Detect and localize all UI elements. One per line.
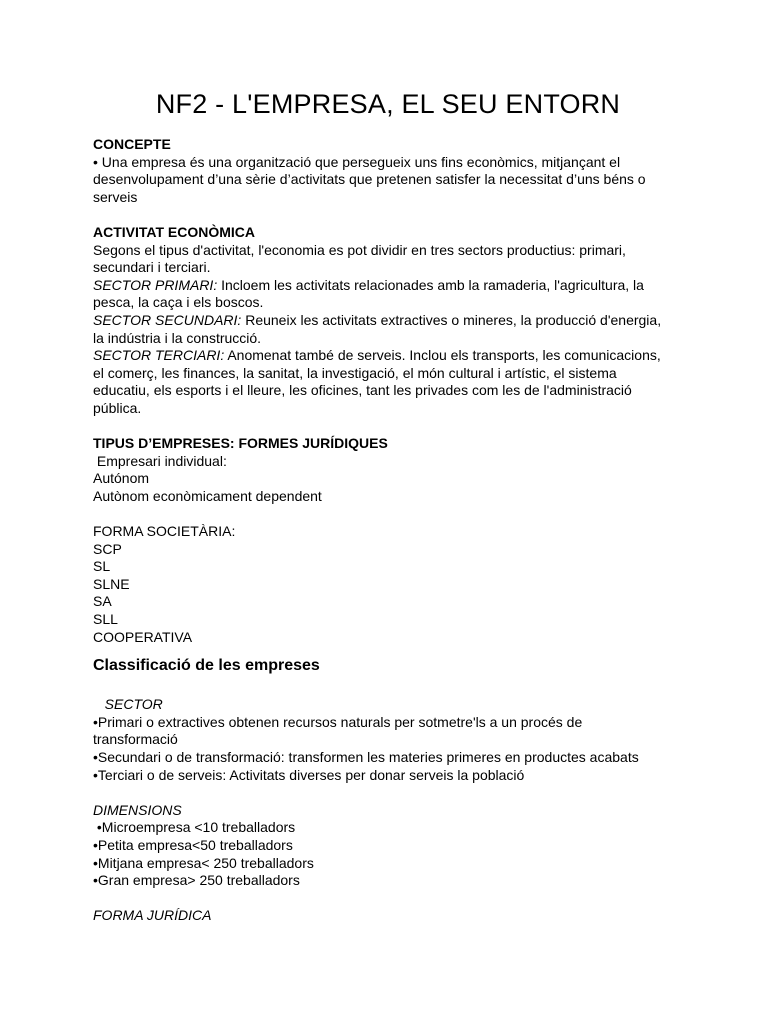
societaria-item: SCP xyxy=(93,540,122,557)
section-tipus xyxy=(93,435,683,646)
dimensions-item: •Gran empresa> 250 treballadors xyxy=(93,872,300,889)
societaria-item: SLL xyxy=(93,611,118,628)
dimensions-label: DIMENSIONS xyxy=(93,801,182,818)
sector-secundari xyxy=(93,312,683,330)
sector-primari-text: pesca, la caça i els boscos. xyxy=(93,294,264,311)
sector-terciari xyxy=(93,347,683,365)
sector-secundari-text: la indústria i la construcció. xyxy=(93,329,262,346)
tipus-heading: TIPUS D’EMPRESES: FORMES JURÍDIQUES xyxy=(93,435,388,452)
societaria-item: SL xyxy=(93,558,111,575)
individual-item: Empresari individual: xyxy=(93,452,227,469)
section-classificacio xyxy=(93,656,683,925)
sector-item: transformació xyxy=(93,731,178,748)
forma-juridica-label: FORMA JURÍDICA xyxy=(93,907,212,924)
dimensions-item: •Petita empresa<50 treballadors xyxy=(93,836,293,853)
activitat-intro: Segons el tipus d'activitat, l'economia es pot dividir en tres sectors productius: primari, xyxy=(93,241,626,258)
dimensions-item: •Mitjana empresa< 250 treballadors xyxy=(93,854,314,871)
sector-primari-text: Incloem les activitats relacionades amb la ramaderia, l'agricultura, la xyxy=(217,276,644,293)
societaria-label: FORMA SOCIETÀRIA: xyxy=(93,523,236,540)
sector-secundari-label: SECTOR SECUNDARI: xyxy=(93,311,242,328)
concepte-line: serveis xyxy=(93,188,138,205)
sector-terciari-text: el comerç, les finances, la sanitat, la investigació, el món cultural i artístic, el sistema xyxy=(93,364,617,381)
sector-item: •Secundari o de transformació: transformen les materies primeres en productes acabats xyxy=(93,749,639,765)
sector-terciari-text: Anomenat també de serveis. Inclou els transports, les comunicacions, xyxy=(224,347,661,364)
individual-item: Autònom econòmicament dependent xyxy=(93,487,322,504)
section-activitat xyxy=(93,224,683,418)
sector-terciari-text: pública. xyxy=(93,399,142,416)
sector-primari-label: SECTOR PRIMARI: xyxy=(93,276,218,293)
societaria-item: COOPERATIVA xyxy=(93,628,193,645)
document-page xyxy=(93,86,683,925)
classificacio-heading: Classificació de les empreses xyxy=(93,657,320,675)
section-concepte xyxy=(93,136,683,206)
individual-item: Autónom xyxy=(93,470,150,487)
societaria-item: SLNE xyxy=(93,575,130,592)
sector-terciari-text: educatiu, els esports i el lleure, les oficines, tant les privades com les de l'administració xyxy=(93,382,632,399)
sector-item: •Terciari o de serveis: Activitats diverses per donar serveis la població xyxy=(93,766,525,783)
activitat-heading: ACTIVITAT ECONÒMICA xyxy=(93,223,256,240)
page-title: NF2 - L'EMPRESA, EL SEU ENTORN xyxy=(155,89,621,119)
activitat-intro: secundari i terciari. xyxy=(93,259,211,276)
sector-secundari-text: Reuneix les activitats extractives o mineres, la producció d'energia, xyxy=(241,311,662,328)
concepte-line: desenvolupament d’una sèrie d’activitats que pretenen satisfer la necessitat d’uns béns o xyxy=(93,171,646,188)
societaria-item: SA xyxy=(93,593,112,610)
sector-item: •Primari o extractives obtenen recursos naturals per sotmetre'ls a un procés de xyxy=(93,713,583,730)
concepte-heading: CONCEPTE xyxy=(93,136,171,152)
sector-label: SECTOR xyxy=(93,696,163,713)
sector-primari xyxy=(93,277,683,295)
concepte-line: • Una empresa és una organització que persegueix uns fins econòmics, mitjançant el xyxy=(93,153,621,170)
sector-terciari-label: SECTOR TERCIARI: xyxy=(93,347,225,364)
dimensions-item: •Microempresa <10 treballadors xyxy=(93,819,296,836)
